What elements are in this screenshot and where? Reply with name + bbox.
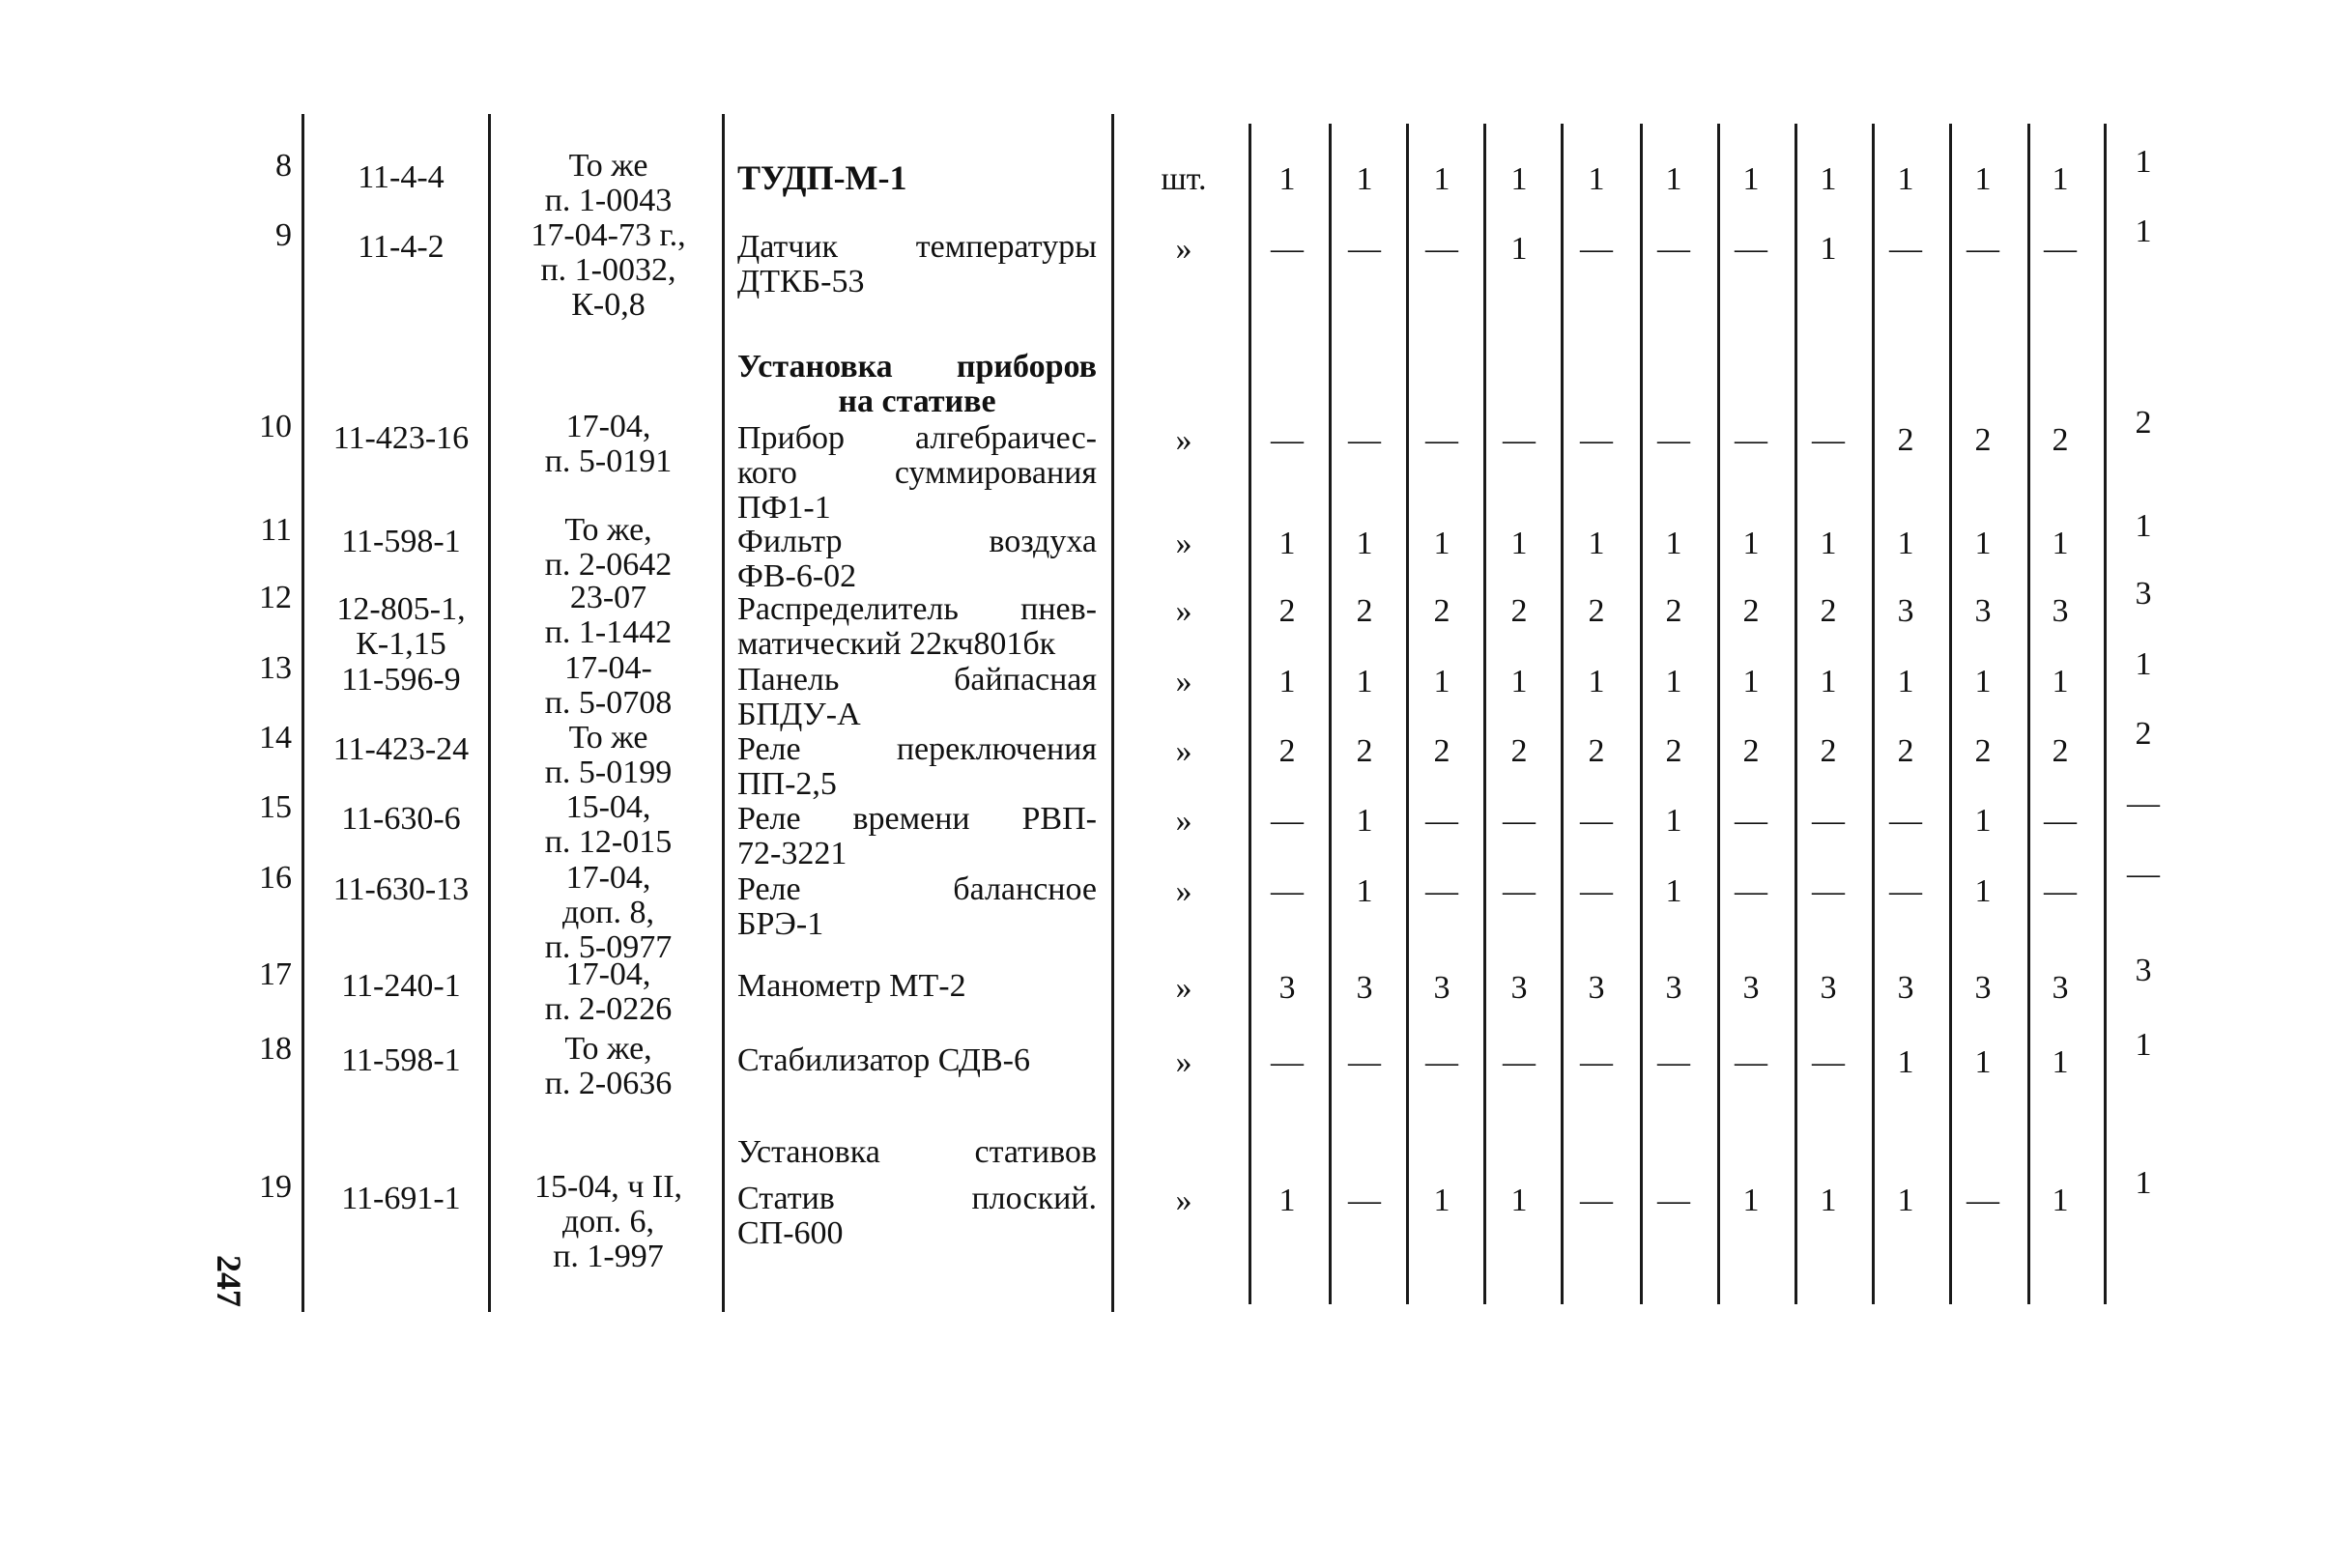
quantity-cell: 1 bbox=[1897, 664, 1914, 699]
item-name-line: Реле балансное bbox=[737, 871, 1097, 907]
quantity-cell: 1 bbox=[1278, 161, 1296, 197]
quantity-cell: 1 bbox=[2052, 1044, 2069, 1080]
quantity-cell: — bbox=[1503, 1044, 1536, 1080]
quantity-cell: — bbox=[1967, 1183, 1999, 1218]
quantity-cell: 1 bbox=[1820, 1183, 1837, 1218]
item-code-line: 11-596-9 bbox=[341, 662, 461, 698]
column-rule bbox=[1640, 124, 1643, 1304]
price-reference-line: п. 5-0977 bbox=[544, 929, 673, 965]
price-reference bbox=[495, 149, 722, 218]
quantity-cell: — bbox=[1425, 803, 1458, 839]
price-reference bbox=[495, 218, 722, 323]
price-reference-line: п. 1-0043 bbox=[544, 183, 673, 218]
quantity-cell: — bbox=[1271, 1044, 1304, 1080]
quantity-cell: 2 bbox=[1278, 733, 1296, 769]
quantity-cell: — bbox=[1348, 422, 1381, 458]
price-reference bbox=[495, 861, 722, 965]
quantity-cell: 1 bbox=[1665, 803, 1682, 839]
quantity-cell-last: 1 bbox=[2135, 1165, 2152, 1201]
item-name bbox=[737, 1043, 1097, 1078]
price-reference-line: п. 1-997 bbox=[553, 1239, 664, 1274]
unit: » bbox=[1175, 803, 1192, 839]
row-number: 18 bbox=[259, 1031, 292, 1067]
item-name-line: СП-600 bbox=[737, 1215, 844, 1251]
price-reference-line: доп. 8, bbox=[562, 895, 654, 930]
quantity-cell: 1 bbox=[1588, 526, 1605, 561]
price-reference-line: п. 5-0199 bbox=[544, 755, 673, 790]
quantity-cell: — bbox=[1812, 803, 1845, 839]
quantity-cell: 1 bbox=[1742, 664, 1760, 699]
quantity-cell: — bbox=[2044, 803, 2077, 839]
quantity-cell: 2 bbox=[1433, 733, 1450, 769]
item-name bbox=[737, 1182, 1097, 1251]
quantity-cell: 2 bbox=[1588, 593, 1605, 629]
quantity-cell: 1 bbox=[1665, 873, 1682, 909]
quantity-cell: — bbox=[1735, 873, 1767, 909]
quantity-cell: 1 bbox=[1665, 161, 1682, 197]
item-name-line: БРЭ-1 bbox=[737, 906, 824, 942]
quantity-cell: 3 bbox=[1356, 970, 1373, 1006]
unit: шт. bbox=[1161, 161, 1207, 197]
price-reference bbox=[495, 1032, 722, 1101]
quantity-cell: 2 bbox=[1897, 422, 1914, 458]
quantity-cell: 1 bbox=[1433, 664, 1450, 699]
item-code bbox=[309, 230, 493, 265]
price-reference-line: 17-04, bbox=[565, 860, 651, 896]
item-code bbox=[309, 525, 493, 559]
quantity-cell: — bbox=[1735, 231, 1767, 267]
quantity-cell: — bbox=[1580, 1044, 1613, 1080]
row-number: 15 bbox=[259, 789, 292, 825]
price-reference bbox=[495, 410, 722, 479]
price-reference-line: п. 2-0636 bbox=[544, 1066, 673, 1101]
quantity-cell: 2 bbox=[1356, 593, 1373, 629]
price-reference-line: п. 1-1442 bbox=[544, 614, 673, 650]
quantity-cell: 1 bbox=[2052, 526, 2069, 561]
quantity-cell: — bbox=[1967, 231, 1999, 267]
row-number: 8 bbox=[275, 148, 292, 184]
item-code bbox=[309, 872, 493, 907]
quantity-cell: 3 bbox=[1278, 970, 1296, 1006]
item-name-line: Фильтр воздуха bbox=[737, 524, 1097, 559]
item-code-line: К-1,15 bbox=[356, 626, 446, 662]
quantity-cell: — bbox=[1812, 873, 1845, 909]
price-reference-line: 17-04-73 г., bbox=[531, 217, 686, 253]
item-code-line: 11-423-24 bbox=[332, 731, 470, 767]
quantity-cell: 1 bbox=[1433, 526, 1450, 561]
quantity-cell: — bbox=[1503, 803, 1536, 839]
quantity-cell: 2 bbox=[1665, 593, 1682, 629]
quantity-cell: — bbox=[1735, 803, 1767, 839]
quantity-cell: — bbox=[1503, 422, 1536, 458]
quantity-cell: 2 bbox=[1278, 593, 1296, 629]
column-rule bbox=[722, 114, 725, 1312]
quantity-cell: 2 bbox=[1742, 733, 1760, 769]
item-name-line: ПФ1-1 bbox=[737, 490, 831, 526]
quantity-cell: 3 bbox=[1820, 970, 1837, 1006]
quantity-cell: 2 bbox=[1974, 422, 1992, 458]
row-number: 9 bbox=[275, 217, 292, 253]
quantity-cell: — bbox=[1271, 231, 1304, 267]
quantity-cell: 2 bbox=[1510, 593, 1528, 629]
quantity-cell: 1 bbox=[1897, 526, 1914, 561]
unit: » bbox=[1175, 1183, 1192, 1218]
quantity-cell: — bbox=[1812, 422, 1845, 458]
column-rule bbox=[1717, 124, 1720, 1304]
quantity-cell: 3 bbox=[1433, 970, 1450, 1006]
quantity-cell: 2 bbox=[1433, 593, 1450, 629]
quantity-cell: 1 bbox=[1665, 664, 1682, 699]
price-reference bbox=[495, 790, 722, 860]
quantity-cell: 1 bbox=[1433, 1183, 1450, 1218]
page-number: 247 bbox=[210, 1255, 248, 1307]
quantity-cell: 1 bbox=[1742, 526, 1760, 561]
item-name-line: Статив плоский. bbox=[737, 1181, 1097, 1216]
item-name bbox=[737, 160, 1097, 195]
quantity-cell: 1 bbox=[1433, 161, 1450, 197]
quantity-cell: 1 bbox=[1820, 161, 1837, 197]
item-name-line: Панель байпасная bbox=[737, 662, 1097, 698]
quantity-cell: — bbox=[1580, 803, 1613, 839]
quantity-cell: 2 bbox=[1820, 593, 1837, 629]
column-rule bbox=[1249, 124, 1251, 1304]
column-rule bbox=[302, 114, 304, 1312]
quantity-cell: — bbox=[1657, 1183, 1690, 1218]
column-rule bbox=[1795, 124, 1797, 1304]
price-reference-line: 15-04, ч II, bbox=[533, 1169, 683, 1205]
quantity-cell: 2 bbox=[1665, 733, 1682, 769]
item-name bbox=[737, 421, 1097, 526]
row-number: 16 bbox=[259, 860, 292, 896]
quantity-cell: 3 bbox=[1510, 970, 1528, 1006]
unit: » bbox=[1175, 593, 1192, 629]
price-reference bbox=[495, 1170, 722, 1274]
quantity-cell-last: 2 bbox=[2135, 405, 2152, 441]
quantity-cell: 1 bbox=[2052, 161, 2069, 197]
quantity-cell: 1 bbox=[1588, 664, 1605, 699]
item-code-line: 11-423-16 bbox=[332, 420, 470, 456]
quantity-cell: — bbox=[1580, 422, 1613, 458]
quantity-cell: 1 bbox=[1974, 664, 1992, 699]
quantity-cell: — bbox=[1271, 873, 1304, 909]
row-number: 14 bbox=[259, 720, 292, 755]
section-heading bbox=[737, 1135, 1097, 1170]
quantity-cell: — bbox=[1657, 231, 1690, 267]
quantity-cell: 1 bbox=[1974, 873, 1992, 909]
quantity-cell-last: 1 bbox=[2135, 214, 2152, 249]
unit: » bbox=[1175, 873, 1192, 909]
quantity-cell: 3 bbox=[1897, 593, 1914, 629]
item-code-line: 12-805-1, bbox=[336, 591, 466, 627]
item-code-line: 11-598-1 bbox=[341, 1042, 461, 1078]
quantity-cell: 1 bbox=[1510, 526, 1528, 561]
item-name-line: матический 22кч801бк bbox=[737, 626, 1056, 662]
price-reference-line: доп. 6, bbox=[562, 1204, 654, 1240]
quantity-cell: — bbox=[1271, 422, 1304, 458]
quantity-cell: — bbox=[1348, 1044, 1381, 1080]
item-name bbox=[737, 663, 1097, 732]
quantity-cell: 1 bbox=[1356, 526, 1373, 561]
quantity-cell: — bbox=[1425, 1044, 1458, 1080]
quantity-cell: 1 bbox=[1974, 803, 1992, 839]
price-reference-line: п. 5-0708 bbox=[544, 685, 673, 721]
quantity-cell: 3 bbox=[2052, 970, 2069, 1006]
quantity-cell-last: 3 bbox=[2135, 953, 2152, 988]
quantity-cell: — bbox=[1580, 873, 1613, 909]
row-number: 17 bbox=[259, 956, 292, 992]
item-name bbox=[737, 872, 1097, 942]
price-reference-line: То же bbox=[568, 148, 648, 184]
item-code bbox=[309, 969, 493, 1004]
column-rule bbox=[2027, 124, 2030, 1304]
column-rule bbox=[1561, 124, 1564, 1304]
price-reference-line: 17-04, bbox=[565, 409, 651, 444]
item-code-line: 11-630-13 bbox=[332, 871, 470, 907]
row-number: 13 bbox=[259, 650, 292, 686]
item-code-line: 11-4-2 bbox=[358, 229, 445, 265]
item-name-line: ФВ-6-02 bbox=[737, 558, 857, 594]
price-reference bbox=[495, 651, 722, 721]
quantity-cell: — bbox=[1657, 1044, 1690, 1080]
price-reference bbox=[495, 957, 722, 1027]
quantity-cell: 2 bbox=[2052, 422, 2069, 458]
quantity-cell: 1 bbox=[2052, 1183, 2069, 1218]
quantity-cell: — bbox=[1580, 1183, 1613, 1218]
item-name bbox=[737, 802, 1097, 871]
quantity-cell: 3 bbox=[1742, 970, 1760, 1006]
item-code bbox=[309, 160, 493, 195]
item-name-line: кого суммирования bbox=[737, 455, 1097, 491]
item-code-line: 11-598-1 bbox=[341, 524, 461, 559]
quantity-cell-last: 1 bbox=[2135, 1027, 2152, 1063]
item-code-line: 11-630-6 bbox=[341, 801, 461, 837]
quantity-cell: — bbox=[1889, 231, 1922, 267]
item-name-line: ПП-2,5 bbox=[737, 766, 837, 802]
quantity-cell: 1 bbox=[1974, 161, 1992, 197]
quantity-cell: 2 bbox=[1974, 733, 1992, 769]
quantity-cell: 1 bbox=[1974, 526, 1992, 561]
price-reference-line: 17-04- bbox=[564, 650, 652, 686]
item-code bbox=[309, 663, 493, 698]
item-name bbox=[737, 592, 1097, 662]
quantity-cell: 1 bbox=[1974, 1044, 1992, 1080]
item-name-line: ТУДП-М-1 bbox=[737, 158, 907, 197]
column-rule bbox=[1872, 124, 1875, 1304]
quantity-cell: 1 bbox=[1278, 664, 1296, 699]
unit: » bbox=[1175, 664, 1192, 699]
row-number: 10 bbox=[259, 409, 292, 444]
quantity-cell: — bbox=[1889, 803, 1922, 839]
section-heading-line: на стативе bbox=[838, 384, 996, 419]
unit: » bbox=[1175, 733, 1192, 769]
quantity-cell: 1 bbox=[1278, 526, 1296, 561]
price-reference-line: 17-04, bbox=[565, 956, 651, 992]
item-code-line: 11-4-4 bbox=[358, 159, 445, 195]
price-reference-line: То же, bbox=[564, 1031, 652, 1067]
quantity-cell: — bbox=[1657, 422, 1690, 458]
item-code-line: 11-240-1 bbox=[341, 968, 461, 1004]
item-code bbox=[309, 421, 493, 456]
item-code bbox=[309, 802, 493, 837]
item-name bbox=[737, 732, 1097, 802]
item-name bbox=[737, 969, 1097, 1004]
quantity-cell: 1 bbox=[1510, 231, 1528, 267]
item-code bbox=[309, 732, 493, 767]
quantity-cell: — bbox=[1735, 1044, 1767, 1080]
quantity-cell: — bbox=[1503, 873, 1536, 909]
quantity-cell: — bbox=[1425, 873, 1458, 909]
quantity-cell: — bbox=[1348, 1183, 1381, 1218]
quantity-cell: 1 bbox=[1510, 161, 1528, 197]
price-reference-line: 23-07 bbox=[569, 580, 647, 615]
unit: » bbox=[1175, 1044, 1192, 1080]
quantity-cell: 1 bbox=[1897, 1044, 1914, 1080]
quantity-cell: 3 bbox=[1665, 970, 1682, 1006]
quantity-cell: 1 bbox=[1510, 1183, 1528, 1218]
section-heading bbox=[737, 350, 1097, 419]
column-rule bbox=[1329, 124, 1332, 1304]
quantity-cell-last: 2 bbox=[2135, 716, 2152, 752]
item-name-line: Датчик температуры bbox=[737, 229, 1097, 265]
item-name-line: 72-3221 bbox=[737, 836, 847, 871]
row-number: 12 bbox=[259, 580, 292, 615]
quantity-cell: 2 bbox=[1742, 593, 1760, 629]
quantity-cell-last: 1 bbox=[2135, 144, 2152, 180]
quantity-cell-last: 1 bbox=[2135, 646, 2152, 682]
quantity-cell-last: 1 bbox=[2135, 508, 2152, 544]
item-name bbox=[737, 230, 1097, 299]
quantity-cell: — bbox=[1735, 422, 1767, 458]
quantity-cell: 3 bbox=[1974, 593, 1992, 629]
quantity-cell: 1 bbox=[1820, 231, 1837, 267]
quantity-cell: 2 bbox=[1510, 733, 1528, 769]
item-name-line: Манометр МТ-2 bbox=[737, 968, 966, 1004]
quantity-cell: — bbox=[1271, 803, 1304, 839]
quantity-cell: 1 bbox=[1742, 161, 1760, 197]
item-name bbox=[737, 525, 1097, 594]
quantity-cell: 2 bbox=[2052, 733, 2069, 769]
quantity-cell-last: — bbox=[2127, 856, 2160, 892]
item-name-line: Прибор алгебраичес- bbox=[737, 420, 1097, 456]
price-reference-line: 15-04, bbox=[565, 789, 651, 825]
quantity-cell: 2 bbox=[1356, 733, 1373, 769]
quantity-cell: 3 bbox=[1974, 970, 1992, 1006]
column-rule bbox=[1483, 124, 1486, 1304]
quantity-cell: 1 bbox=[1820, 526, 1837, 561]
price-reference-line: То же, bbox=[564, 512, 652, 548]
quantity-cell: 1 bbox=[1510, 664, 1528, 699]
column-rule bbox=[1949, 124, 1952, 1304]
price-reference-line: п. 5-0191 bbox=[544, 443, 673, 479]
item-code bbox=[309, 1182, 493, 1216]
quantity-cell: 1 bbox=[1588, 161, 1605, 197]
price-reference-line: К-0,8 bbox=[571, 287, 646, 323]
item-name-line: ДТКБ-53 bbox=[737, 264, 865, 299]
section-heading-line: Установка стативов bbox=[737, 1134, 1097, 1170]
quantity-cell: 1 bbox=[1278, 1183, 1296, 1218]
item-name-line: Распределитель пнев- bbox=[737, 591, 1097, 627]
unit: » bbox=[1175, 231, 1192, 267]
quantity-cell: — bbox=[1425, 231, 1458, 267]
quantity-cell: 1 bbox=[1820, 664, 1837, 699]
quantity-cell: — bbox=[2044, 873, 2077, 909]
quantity-cell: 1 bbox=[1897, 1183, 1914, 1218]
unit: » bbox=[1175, 970, 1192, 1006]
quantity-cell: 1 bbox=[1897, 161, 1914, 197]
quantity-cell: 2 bbox=[1588, 733, 1605, 769]
quantity-cell: — bbox=[1889, 873, 1922, 909]
quantity-cell: 1 bbox=[1356, 873, 1373, 909]
row-number: 19 bbox=[259, 1169, 292, 1205]
quantity-cell: — bbox=[2044, 231, 2077, 267]
item-name-line: Стабилизатор СДВ-6 bbox=[737, 1042, 1030, 1078]
quantity-cell: 1 bbox=[1356, 161, 1373, 197]
quantity-cell: 2 bbox=[1897, 733, 1914, 769]
unit: » bbox=[1175, 422, 1192, 458]
price-reference bbox=[495, 581, 722, 650]
quantity-cell: 3 bbox=[1588, 970, 1605, 1006]
column-rule bbox=[488, 114, 491, 1312]
item-name-line: БПДУ-А bbox=[737, 697, 861, 732]
quantity-cell: 3 bbox=[1897, 970, 1914, 1006]
price-reference-line: То же bbox=[568, 720, 648, 755]
quantity-cell: — bbox=[1425, 422, 1458, 458]
quantity-cell: — bbox=[1812, 1044, 1845, 1080]
price-reference-line: п. 1-0032, bbox=[540, 252, 676, 288]
section-heading-line: Установка приборов bbox=[737, 349, 1097, 385]
price-reference bbox=[495, 513, 722, 583]
quantity-cell: — bbox=[1580, 231, 1613, 267]
column-rule bbox=[2104, 124, 2107, 1304]
column-rule bbox=[1111, 114, 1114, 1312]
column-rule bbox=[1406, 124, 1409, 1304]
quantity-cell: 1 bbox=[1356, 664, 1373, 699]
price-reference-line: п. 2-0226 bbox=[544, 991, 673, 1027]
quantity-cell-last: 3 bbox=[2135, 576, 2152, 612]
quantity-cell: 2 bbox=[1820, 733, 1837, 769]
quantity-cell: — bbox=[1348, 231, 1381, 267]
quantity-cell-last: — bbox=[2127, 785, 2160, 821]
item-name-line: Реле времени РВП- bbox=[737, 801, 1097, 837]
price-reference bbox=[495, 721, 722, 790]
item-name-line: Реле переключения bbox=[737, 731, 1097, 767]
quantity-cell: 1 bbox=[2052, 664, 2069, 699]
quantity-cell: 3 bbox=[2052, 593, 2069, 629]
price-reference-line: п. 2-0642 bbox=[544, 547, 673, 583]
quantity-cell: 1 bbox=[1356, 803, 1373, 839]
item-code-line: 11-691-1 bbox=[341, 1181, 461, 1216]
unit: » bbox=[1175, 526, 1192, 561]
price-reference-line: п. 12-015 bbox=[544, 824, 673, 860]
quantity-cell: 1 bbox=[1665, 526, 1682, 561]
item-code bbox=[309, 592, 493, 662]
row-number: 11 bbox=[260, 512, 292, 548]
quantity-cell: 1 bbox=[1742, 1183, 1760, 1218]
item-code bbox=[309, 1043, 493, 1078]
